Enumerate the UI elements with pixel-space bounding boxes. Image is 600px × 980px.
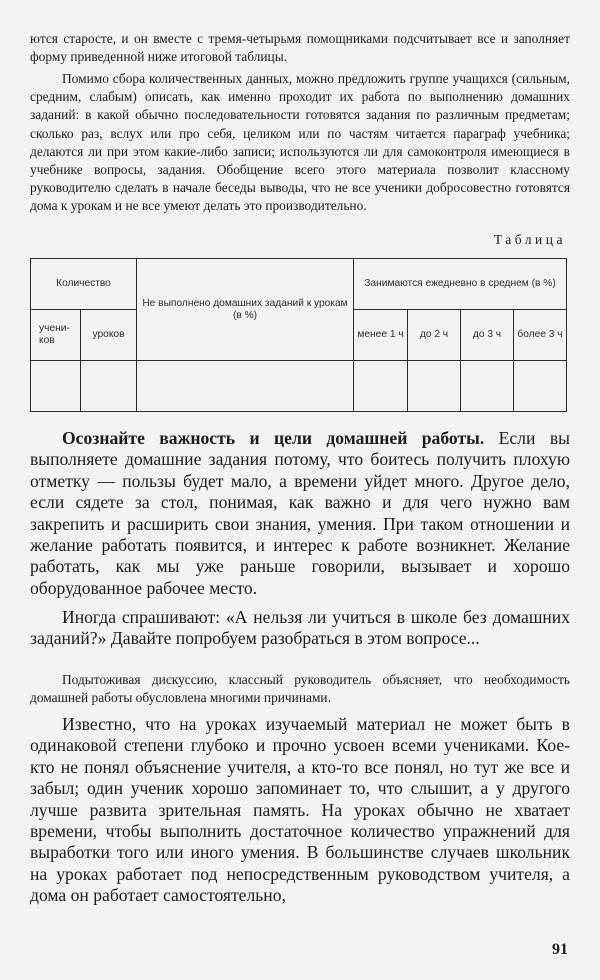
paragraph-summary-note: Подытоживая дискуссию, классный руководитель объясняет, что необходимость домашней работы обусловлена многими причинами. (30, 672, 570, 706)
header-daily: Занимаются ежедневно в среднем (в %) (354, 259, 567, 310)
paragraph-data-collection: Помимо сбора количественных данных, можно предложить группе учащихся (сильным, средним, слабым) описать, как именно проходит их работа по выполнению домашних заданий: в какой обычно последовательности готовятся задания по различным предметам; сколько раз, вслух или про себя, целиком или по частям читается параграф учебника; делаются ли при этом какие-либо записи; используются ли для самоконтроля имеющиеся в учебнике вопросы, задания. Обобщение всего этого материала позволит классному руководителю сделать в начале беседы выводы, что не все ученики добросовестно готовятся дома к урокам и не все умеют делать это производительно. (30, 71, 570, 214)
header-up-to-3h: до 3 ч (461, 310, 514, 361)
table-cell (408, 361, 461, 412)
table-caption: Таблица (493, 232, 566, 247)
paragraph-intro: ются старосте, и он вместе с тремя-четырьмя помощниками подсчитывает все и заполняет форму приведенной ниже итоговой таблицы. (30, 31, 570, 65)
header-quantity: Количество (31, 259, 137, 310)
table-cell (137, 361, 354, 412)
table-row (31, 361, 567, 412)
table-cell (514, 361, 567, 412)
paragraph-reasons: Известно, что на уроках изучаемый материал не может быть в одинаковой степени глубоко и прочно усвоен всеми учениками. Кое-кто не понял объяснение учителя, а кто-то все понял, но тут же все и забыл; один ученик хорошо запоминает то, что слышит, а у другого лучше развита зрительная память. На уроках обычно не хватает времени, чтобы выполнить достаточное количество упражнений для выработки того или иного умения. В большинстве случаев школьник на уроках работает под непосредственным руководством учителя, а дома он работает самостоятельно, (30, 714, 570, 906)
paragraph-question: Иногда спрашивают: «А нельзя ли учиться в школе без домашних заданий?» Давайте попробуем разобраться в этом вопросе... (30, 607, 570, 649)
header-up-to-2h: до 2 ч (408, 310, 461, 361)
header-lessons: уроков (81, 310, 137, 361)
table-cell (31, 361, 81, 412)
table-cell (461, 361, 514, 412)
header-less-1h: менее 1 ч (354, 310, 408, 361)
table-cell (81, 361, 137, 412)
header-more-3h: более 3 ч (514, 310, 567, 361)
paragraph-heading: Осознайте важность и цели домашней работы. (62, 428, 485, 448)
header-not-done: Не выполнено домашних заданий к урокам (в %) (137, 259, 354, 361)
summary-table (30, 258, 567, 412)
paragraph-importance: Осознайте важность и цели домашней работы. Если вы выполняете домашние задания потому, что боитесь получить плохую отметку — пользы будет мало, а времени уйдет много. Другое дело, если сядете за стол, понимая, как важно и для чего нужно вам закрепить и расширить свои знания, умения. При таком отношении и желание работать появится, и интерес к работе возникнет. Желание работать, как мы уже раньше говорили, вызывает и хорошо оборудованное рабочее место. (30, 428, 570, 598)
table-cell (354, 361, 408, 412)
page-number: 91 (552, 941, 568, 958)
header-students: учени-ков (31, 310, 81, 361)
